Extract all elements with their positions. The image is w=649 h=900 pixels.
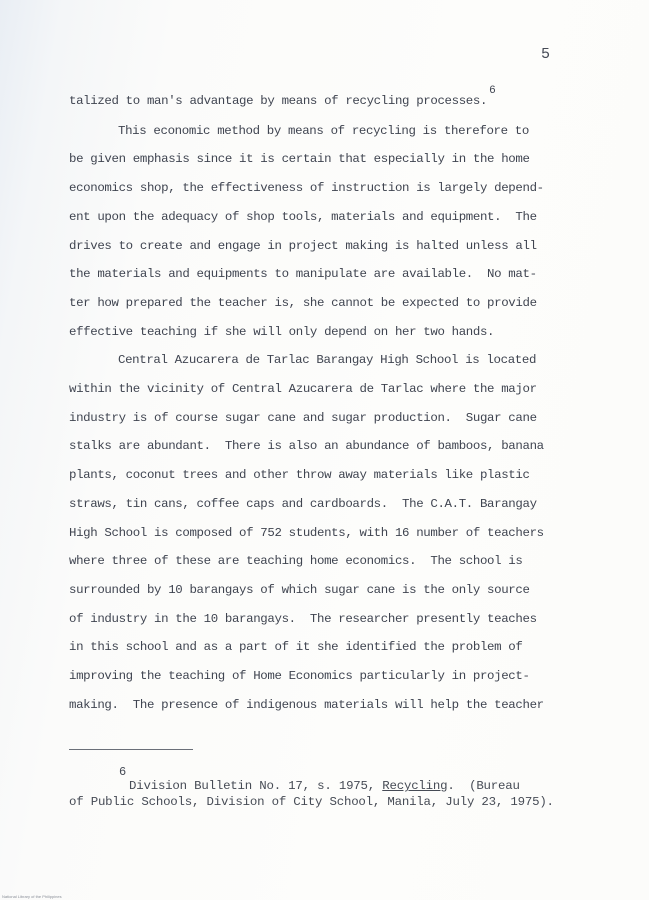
footnote-line-1	[129, 779, 520, 793]
text-line	[69, 174, 569, 203]
page-number: 5	[541, 46, 551, 63]
text-line-content: in this school and as a part of it she identified the problem of	[69, 640, 523, 655]
text-line-content: ter how prepared the teacher is, she cannot be expected to provide	[69, 295, 537, 310]
text-line-content: within the vicinity of Central Azucarera de Tarlac where the major	[69, 382, 537, 397]
body-text	[69, 87, 569, 719]
text-line-content: industry is of course sugar cane and sugar production. Sugar cane	[69, 410, 537, 425]
text-line	[69, 576, 569, 605]
text-line	[69, 461, 569, 490]
text-line-content: talized to man's advantage by means of recycling processes.	[69, 94, 488, 108]
text-line-content: surrounded by 10 barangays of which sugar cane is the only source	[69, 582, 530, 597]
text-line	[69, 404, 569, 433]
text-line	[69, 375, 569, 404]
archive-stamp: National Library of the Philippines	[2, 894, 62, 899]
footnote-line-1-end: . (Bureau	[447, 779, 520, 793]
footnote-title: Recycling	[382, 779, 448, 793]
text-line	[69, 318, 569, 347]
footnote-marker: 6	[119, 765, 127, 779]
text-line-content: This economic method by means of recycling is therefore to	[118, 123, 529, 138]
text-line	[69, 490, 569, 519]
text-line	[69, 605, 569, 634]
text-line	[69, 346, 569, 375]
text-line-content: plants, coconut trees and other throw away materials like plastic	[69, 468, 530, 483]
text-line	[69, 232, 569, 261]
text-line-content: economics shop, the effectiveness of instruction is largely depend-	[69, 181, 544, 196]
text-line	[69, 87, 569, 117]
text-line-content: High School is composed of 752 students, with 16 number of teachers	[69, 525, 544, 540]
text-line-content: be given emphasis since it is certain that especially in the home	[69, 152, 530, 167]
text-line	[69, 547, 569, 576]
text-line	[69, 691, 569, 720]
text-line-content: making. The presence of indigenous materials will help the teacher	[69, 697, 544, 712]
text-line	[69, 203, 569, 232]
footnote-divider	[69, 749, 193, 750]
text-line	[69, 260, 569, 289]
text-line-content: effective teaching if she will only depend on her two hands.	[69, 324, 495, 339]
text-line-content: straws, tin cans, coffee caps and cardboards. The C.A.T. Barangay	[69, 496, 537, 511]
text-line-content: Central Azucarera de Tarlac Barangay High School is located	[118, 353, 537, 368]
footnote-reference: 6	[489, 85, 496, 97]
text-line-content: ent upon the adequacy of shop tools, materials and equipment. The	[69, 209, 537, 224]
text-line	[69, 662, 569, 691]
text-line	[69, 432, 569, 461]
text-line	[69, 117, 569, 146]
text-line-content: improving the teaching of Home Economics particularly in project-	[69, 669, 530, 684]
text-line	[69, 145, 569, 174]
text-line	[69, 633, 569, 662]
text-line-content: of industry in the 10 barangays. The researcher presently teaches	[69, 611, 537, 626]
footnote-line-2: of Public Schools, Division of City School, Manila, July 23, 1975).	[69, 795, 554, 809]
text-line-content: stalks are abundant. There is also an abundance of bamboos, banana	[69, 439, 544, 454]
text-line-content: where three of these are teaching home economics. The school is	[69, 554, 523, 569]
footnote-line-1-start: Division Bulletin No. 17, s. 1975,	[129, 779, 383, 793]
text-line	[69, 519, 569, 548]
text-line	[69, 289, 569, 318]
text-line-content: the materials and equipments to manipulate are available. No mat-	[69, 267, 537, 282]
text-line-content: drives to create and engage in project making is halted unless all	[69, 238, 537, 253]
